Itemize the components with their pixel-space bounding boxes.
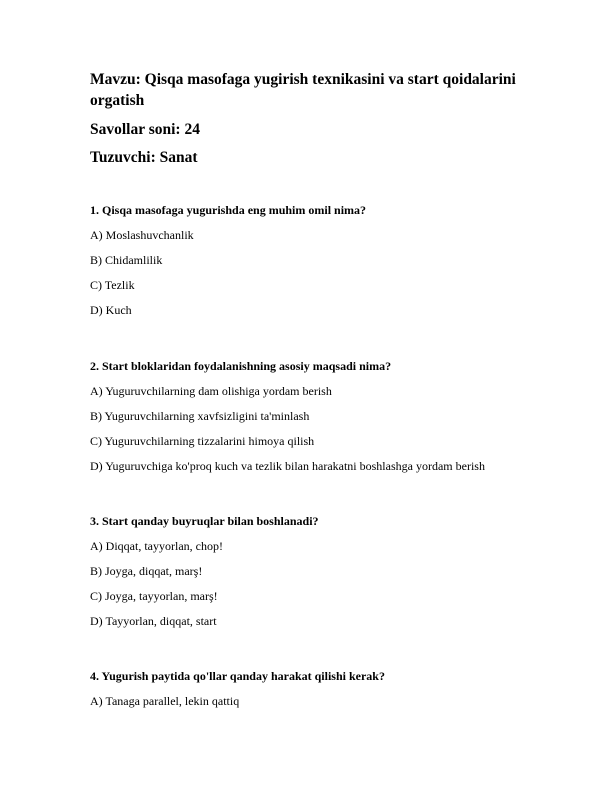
page-title: Mavzu: Qisqa masofaga yugirish texnikasini va start qoidalarini orgatish (90, 71, 516, 109)
answer-option: D) Yuguruvchiga ko'proq kuch va tezlik bilan harakatni boshlashga yordam berish (90, 459, 485, 473)
question-block (90, 514, 590, 639)
answer-option: B) Yuguruvchilarning xavfsizligini ta'minlash (90, 409, 310, 423)
answer-option: C) Joyga, tayyorlan, marş! (90, 589, 218, 603)
answer-option: A) Tanaga parallel, lekin qattiq (90, 694, 240, 708)
answer-option: A) Diqqat, tayyorlan, chop! (90, 539, 223, 553)
question-block (90, 669, 590, 719)
question-block (90, 203, 590, 328)
answer-option: C) Tezlik (90, 278, 135, 292)
answer-option: A) Yuguruvchilarning dam olishiga yordam berish (90, 384, 332, 398)
question-text: 2. Start bloklaridan foydalanishning asosiy maqsadi nima? (90, 359, 392, 373)
answer-option: D) Kuch (90, 303, 132, 317)
question-count: Savollar soni: 24 (90, 121, 200, 138)
answer-option: C) Yuguruvchilarning tizzalarini himoya qilish (90, 434, 315, 448)
author-line: Tuzuvchi: Sanat (90, 149, 198, 166)
answer-option: A) Moslashuvchanlik (90, 228, 194, 242)
question-text: 4. Yugurish paytida qo'llar qanday harakat qilishi kerak? (90, 669, 385, 683)
question-block (90, 359, 590, 484)
question-text: 1. Qisqa masofaga yugurishda eng muhim omil nima? (90, 203, 367, 217)
answer-option: B) Chidamlilik (90, 253, 163, 267)
answer-option: B) Joyga, diqqat, marş! (90, 564, 203, 578)
question-text: 3. Start qanday buyruqlar bilan boshlanadi? (90, 514, 319, 528)
answer-option: D) Tayyorlan, diqqat, start (90, 614, 217, 628)
